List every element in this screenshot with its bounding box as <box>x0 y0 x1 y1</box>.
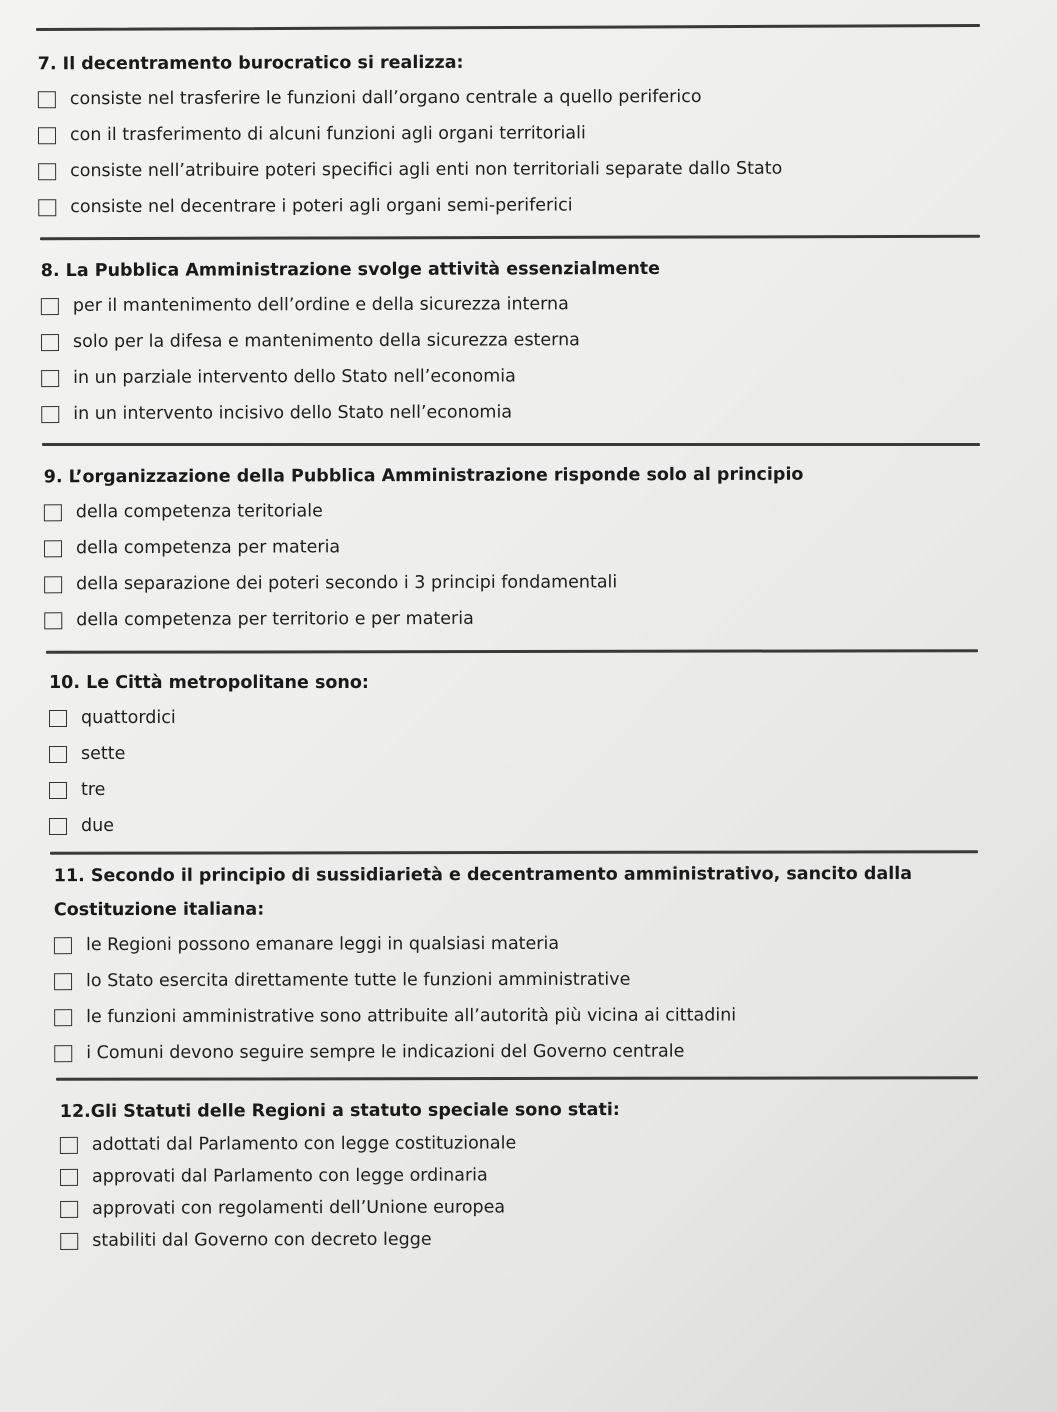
checkbox[interactable] <box>49 782 67 799</box>
answer-option[interactable] <box>44 528 804 567</box>
option-label: lo Stato esercita direttamente tutte le funzioni amministrative <box>86 969 631 992</box>
question-title: 7. Il decentramento burocratico si realizza: <box>37 52 464 75</box>
answer-option[interactable] <box>44 564 804 603</box>
checkbox[interactable] <box>44 504 62 521</box>
checkbox[interactable] <box>44 612 62 629</box>
checkbox[interactable] <box>54 973 72 990</box>
checkbox[interactable] <box>49 746 67 763</box>
checkbox[interactable] <box>44 576 62 593</box>
question-12 <box>60 1093 621 1257</box>
answer-option[interactable] <box>38 151 782 190</box>
answer-option[interactable] <box>41 358 660 396</box>
option-label: della competenza teritoriale <box>75 501 323 523</box>
answer-option[interactable] <box>49 772 369 808</box>
question-title: 8. La Pubblica Amministrazione svolge attività essenzialmente <box>40 258 661 282</box>
answer-option[interactable] <box>49 736 369 772</box>
option-label: i Comuni devono seguire sempre le indicazioni del Governo centrale <box>86 1041 685 1064</box>
separator-line <box>42 443 980 446</box>
answer-option[interactable] <box>54 961 984 999</box>
checkbox[interactable] <box>54 1009 72 1026</box>
option-label: consiste nell’atribuire poteri specifici agli enti non territoriali separate dallo Stato <box>70 158 783 182</box>
option-label: le Regioni possono emanare leggi in qualsiasi materia <box>85 933 560 956</box>
checkbox[interactable] <box>54 1045 72 1062</box>
checkbox[interactable] <box>41 370 59 387</box>
answer-option[interactable] <box>54 1033 984 1071</box>
answer-option[interactable] <box>38 79 782 118</box>
option-label: in un parziale intervento dello Stato nell’economia <box>73 366 516 388</box>
question-9 <box>44 458 804 639</box>
checkbox[interactable] <box>38 127 56 144</box>
checkbox[interactable] <box>60 1168 78 1185</box>
option-label: della separazione dei poteri secondo i 3 principi fondamentali <box>76 572 618 595</box>
answer-option[interactable] <box>38 187 782 226</box>
checkbox[interactable] <box>60 1200 78 1217</box>
answer-option[interactable] <box>44 600 804 639</box>
answer-option[interactable] <box>54 925 984 963</box>
answer-option[interactable] <box>41 286 660 324</box>
answer-option[interactable] <box>44 492 804 531</box>
answer-option[interactable] <box>49 808 369 844</box>
checkbox[interactable] <box>38 199 56 216</box>
separator-line <box>50 850 978 855</box>
answer-option[interactable] <box>60 1223 620 1257</box>
option-label: della competenza per materia <box>75 537 341 559</box>
answer-option[interactable] <box>60 1159 620 1193</box>
checkbox[interactable] <box>38 91 56 108</box>
option-label: con il trasferimento di alcuni funzioni agli organi territoriali <box>69 123 586 146</box>
answer-option[interactable] <box>60 1127 620 1161</box>
checkbox[interactable] <box>41 406 59 423</box>
answer-option[interactable] <box>41 322 660 360</box>
question-10 <box>49 666 369 844</box>
answer-option[interactable] <box>41 394 660 432</box>
checkbox[interactable] <box>54 937 72 954</box>
separator-line <box>46 649 978 654</box>
checkbox[interactable] <box>60 1232 78 1249</box>
checkbox[interactable] <box>49 818 67 835</box>
question-title: 9. L’organizzazione della Pubblica Amministrazione risponde solo al principio <box>43 464 804 488</box>
option-label: le funzioni amministrative sono attribuite all’autorità più vicina ai cittadini <box>86 1005 737 1028</box>
option-label: in un intervento incisivo dello Stato nell’economia <box>73 402 513 424</box>
question-11 <box>54 857 985 1071</box>
checkbox[interactable] <box>41 298 59 315</box>
checkbox[interactable] <box>60 1136 78 1153</box>
option-label: stabiliti dal Governo con decreto legge <box>92 1229 432 1251</box>
option-label: consiste nel decentrare i poteri agli organi semi-periferici <box>70 195 573 218</box>
option-label: approvati con regolamenti dell’Unione europea <box>92 1197 506 1219</box>
answer-option[interactable] <box>49 700 369 736</box>
option-label: approvati dal Parlamento con legge ordinaria <box>91 1165 488 1187</box>
separator-line <box>36 24 980 31</box>
checkbox[interactable] <box>41 334 59 351</box>
option-label: due <box>81 816 114 836</box>
option-label: sette <box>81 744 126 764</box>
option-label: solo per la difesa e mantenimento della sicurezza esterna <box>72 330 580 352</box>
question-8 <box>41 252 661 432</box>
answer-option[interactable] <box>38 115 782 154</box>
option-label: consiste nel trasferire le funzioni dall’organo centrale a quello periferico <box>69 86 702 110</box>
option-label: adottati dal Parlamento con legge costituzionale <box>91 1133 517 1155</box>
question-title: 11. Secondo il principio di sussidiarietà e decentramento amministrativo, sancito dalla Costituzione italiana: <box>53 863 913 921</box>
option-label: per il mantenimento dell’ordine e della sicurezza interna <box>72 294 569 316</box>
answer-option[interactable] <box>54 997 984 1035</box>
answer-option[interactable] <box>60 1191 620 1225</box>
separator-line <box>56 1076 978 1081</box>
question-7 <box>38 45 783 226</box>
question-title: 10. Le Città metropolitane sono: <box>49 673 369 693</box>
checkbox[interactable] <box>44 540 62 557</box>
option-label: della competenza per territorio e per materia <box>76 608 474 631</box>
option-label: tre <box>81 780 106 800</box>
checkbox[interactable] <box>49 710 67 727</box>
checkbox[interactable] <box>38 163 56 180</box>
option-label: quattordici <box>81 708 176 728</box>
question-title: 12.Gli Statuti delle Regioni a statuto speciale sono stati: <box>59 1100 620 1122</box>
separator-line <box>40 235 980 240</box>
